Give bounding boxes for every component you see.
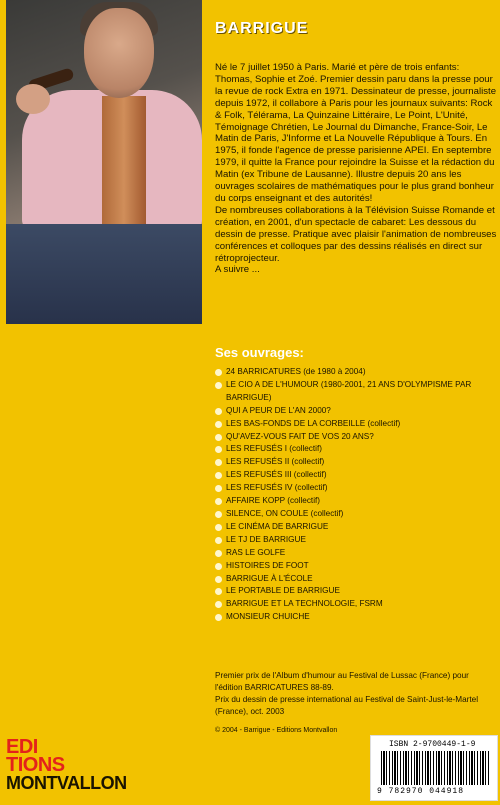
bullet-icon xyxy=(215,563,222,570)
author-biography xyxy=(215,62,497,276)
bullet-icon xyxy=(215,382,222,389)
work-item: QU'AVEZ-VOUS FAIT DE VOS 20 ANS? xyxy=(215,431,495,444)
work-item: LE TJ DE BARRIGUE xyxy=(215,534,495,547)
bio-paragraph-1: Né le 7 juillet 1950 à Paris. Marié et père de trois enfants: Thomas, Sophie et Zoé. Premier dessin paru dans la presse pour la revue de rock Extra en 1971. Dessinateur de presse, journaliste depuis 1972, il collabore à Paris pour les journaux suivants: Rock & Folk, Télérama, La Quinzaine Littéraire, Le Point, L'Unité, Témoignage Chrétien, Le Journal du Dimanche, France-Soir, Le Matin de Paris, J'Informe et La Nouvelle République à Tours. En 1975, il fonde l'agence de presse parisienne APEI. En septembre 1979, il quitte la France pour rejoindre la Suisse et la rédaction du Matin (ex Tribune de Lausanne). Illustre depuis 20 ans les ouvrages scolaires de mathématiques pour le plus grand bonheur du corps enseignant et des autorités! xyxy=(215,62,497,204)
bullet-icon xyxy=(215,446,222,453)
work-item: AFFAIRE KOPP (collectif) xyxy=(215,495,495,508)
bullet-icon xyxy=(215,459,222,466)
bullet-icon xyxy=(215,576,222,583)
work-item: LE CINÉMA DE BARRIGUE xyxy=(215,521,495,534)
work-item: LE PORTABLE DE BARRIGUE xyxy=(215,585,495,598)
photo-face xyxy=(84,8,154,98)
bullet-icon xyxy=(215,511,222,518)
works-heading: Ses ouvrages: xyxy=(215,345,304,360)
work-item: LES BAS-FONDS DE LA CORBEILLE (collectif) xyxy=(215,418,495,431)
work-item: QUI A PEUR DE L'AN 2000? xyxy=(215,405,495,418)
bullet-icon xyxy=(215,434,222,441)
work-item: 24 BARRICATURES (de 1980 à 2004) xyxy=(215,366,495,379)
bullet-icon xyxy=(215,369,222,376)
bullet-icon xyxy=(215,550,222,557)
work-item: LES REFUSÉS I (collectif) xyxy=(215,443,495,456)
bullet-icon xyxy=(215,588,222,595)
work-item: LE CIO A DE L'HUMOUR (1980-2001, 21 ANS D'OLYMPISME PAR BARRIGUE) xyxy=(215,379,495,405)
work-item: LES REFUSÉS II (collectif) xyxy=(215,456,495,469)
awards xyxy=(215,670,495,718)
bullet-icon xyxy=(215,614,222,621)
logo-line-3: MONTVALLON xyxy=(6,773,127,793)
barcode-number: 9 782970 044918 xyxy=(377,787,465,796)
publisher-logo xyxy=(6,738,146,792)
bio-paragraph-2: De nombreuses collaborations à la Télévision Suisse Romande et création, en 2001, d'un spectacle de cabaret: Les dessous du dessin de presse. Pratique avec plaisir l'animation de nombreuses conférences et colloques par des dessins réalisés en direct sur rétroprojecteur. xyxy=(215,204,497,264)
isbn-barcode-box xyxy=(370,735,498,801)
copyright-notice: © 2004 - Barrigue - Editions Montvallon xyxy=(215,727,338,734)
award-1: Premier prix de l'Album d'humour au Festival de Lussac (France) pour l'édition BARRICATURES 88-89. xyxy=(215,671,469,692)
bullet-icon xyxy=(215,537,222,544)
bullet-icon xyxy=(215,472,222,479)
work-item: BARRIGUE ET LA TECHNOLOGIE, FSRM xyxy=(215,598,495,611)
photo-hand xyxy=(16,84,50,114)
logo-line-2: TIONS xyxy=(6,754,65,776)
work-item: LES REFUSÉS III (collectif) xyxy=(215,469,495,482)
barcode-icon xyxy=(381,751,489,785)
works-list xyxy=(215,366,495,624)
author-photo xyxy=(6,0,202,324)
work-item: BARRIGUE À L'ÉCOLE xyxy=(215,573,495,586)
work-item: MONSIEUR CHUICHE xyxy=(215,611,495,624)
work-item: RAS LE GOLFE xyxy=(215,547,495,560)
work-item: LES REFUSÉS IV (collectif) xyxy=(215,482,495,495)
bullet-icon xyxy=(215,408,222,415)
bullet-icon xyxy=(215,498,222,505)
bullet-icon xyxy=(215,485,222,492)
bullet-icon xyxy=(215,601,222,608)
bio-paragraph-3: A suivre ... xyxy=(215,264,260,276)
logo-line-1: EDI xyxy=(6,736,38,758)
work-item: SILENCE, ON COULE (collectif) xyxy=(215,508,495,521)
work-item: HISTOIRES DE FOOT xyxy=(215,560,495,573)
isbn-label: ISBN 2-9700449-1-9 xyxy=(389,740,476,749)
author-name: BARRIGUE xyxy=(215,20,309,37)
photo-jeans xyxy=(6,224,202,324)
bullet-icon xyxy=(215,421,222,428)
award-2: Prix du dessin de presse international au Festival de Saint-Just-le-Martel (France), oct. 2003 xyxy=(215,695,479,716)
bullet-icon xyxy=(215,524,222,531)
